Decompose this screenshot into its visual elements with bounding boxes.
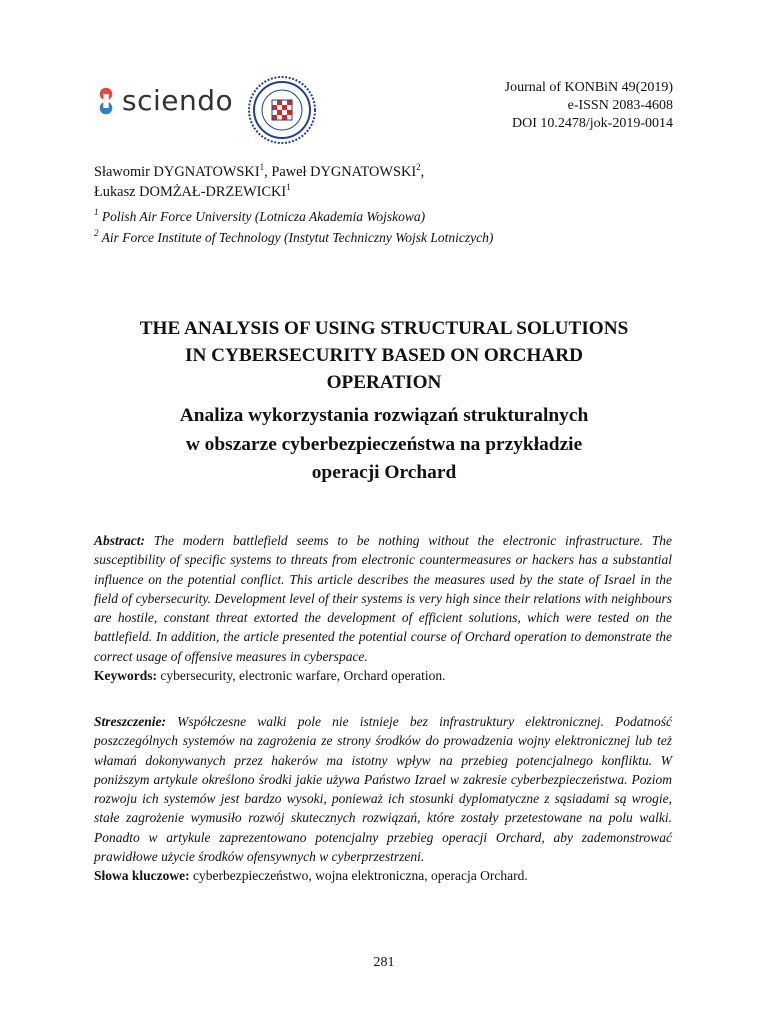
affiliation-marker: 1 — [286, 182, 291, 192]
institute-seal-icon — [248, 76, 316, 144]
keywords-label: Słowa kluczowe: — [94, 868, 190, 884]
title-line: IN CYBERSECURITY BASED ON ORCHARD — [184, 345, 584, 366]
publisher-name: sciendo — [122, 84, 234, 117]
abstract-text: The modern battlefield seems to be nothing without the electronic infrastructure. The susceptibility of specific systems to threats from electronic countermeasures or hackers has a substantial influence on the potential conflict. This article describes the measures used by the state of Israel in the field of cybersecurity. Development level of their systems is very high since their relations with neighbours are hostile, constant threat extorted the development of efficient solutions, which were tested on the battlefield. In addition, the article presented the potential course of Orchard operation to demonstrate the correct usage of offensive measures in cyberspace. — [94, 533, 672, 664]
abstract-label: Abstract: — [94, 533, 146, 548]
affiliation-number: 2 — [94, 228, 99, 238]
author-line-1 — [94, 162, 424, 182]
affiliation-1 — [94, 208, 425, 226]
abstract-text: Współczesne walki pole nie istnieje bez infrastruktury elektronicznej. Podatność poszczególnych systemów na zagrożenia ze strony środków do prowadzenia wojny elektronicznej lub też włamań dokonywanych przez hakerów ma istotny wpływ na przebieg potencjalnego konfliktu. W poniższym artykule określono środki jakie używa Państwo Izrael w zakresie cyberbezpieczeństwa. Poziom rozwoju ich systemów jest bardzo wysoki, ponieważ ich stosunki dyplomatyczne z sąsiadami są wrogie, stałe zagrożenie wymusiło rozwój skutecznych rozwiązań, które zostały przetestowane na polu walki. Ponadto w artykule zaprezentowano potencjalny przebieg operacji Orchard, aby zademonstrować prawidłowe użycie środków ofensywnych w cyberprzestrzeni. — [94, 714, 672, 865]
journal-info — [505, 79, 673, 133]
author-name: Łukasz DOMŻAŁ-DRZEWICKI — [94, 184, 287, 200]
title-english — [80, 315, 688, 396]
author-name: Paweł DYGNATOWSKI — [271, 164, 417, 180]
keywords — [94, 866, 672, 885]
affiliation-text: Polish Air Force University (Lotnicza Akademia Wojskowa) — [98, 209, 426, 224]
author-line-2 — [94, 182, 424, 202]
affiliation-text: Air Force Institute of Technology (Instytut Techniczny Wojsk Lotniczych) — [98, 230, 494, 245]
page-number: 281 — [373, 955, 395, 970]
keywords-text: cybersecurity, electronic warfare, Orchard operation. — [157, 668, 446, 684]
keywords-text: cyberbezpieczeństwo, wojna elektroniczna, operacja Orchard. — [189, 868, 528, 884]
title-polish — [80, 402, 688, 488]
affiliation-2 — [94, 229, 493, 247]
affiliation-number: 1 — [94, 207, 99, 217]
journal-doi: DOI 10.2478/jok-2019-0014 — [512, 116, 673, 131]
title-line: w obszarze cyberbezpieczeństwa na przykładzie — [185, 433, 583, 455]
publisher-logo — [94, 86, 233, 116]
title-line: OPERATION — [326, 372, 442, 393]
journal-name: Journal of KONBiN 49(2019) — [504, 80, 673, 95]
title-line: operacji Orchard — [311, 462, 457, 483]
author-list — [94, 162, 424, 202]
abstract-paragraph — [94, 531, 672, 666]
title-line: THE ANALYSIS OF USING STRUCTURAL SOLUTIONS — [139, 318, 629, 339]
author-separator: , — [420, 164, 425, 180]
abstract-polish — [94, 712, 672, 886]
author-separator: , — [264, 164, 272, 180]
abstract-paragraph — [94, 712, 672, 866]
keywords-label: Keywords: — [94, 668, 157, 684]
sciendo-logo-icon — [94, 86, 118, 116]
abstract-label: Streszczenie: — [94, 714, 166, 729]
affiliation-marker: 1 — [259, 162, 265, 172]
author-name: Sławomir DYGNATOWSKI — [94, 164, 260, 180]
journal-issn: e-ISSN 2083-4608 — [567, 98, 673, 113]
affiliation-marker: 2 — [416, 162, 421, 172]
abstract-english — [94, 531, 672, 685]
keywords — [94, 666, 672, 685]
title-line: Analiza wykorzystania rozwiązań strukturalnych — [179, 405, 589, 426]
